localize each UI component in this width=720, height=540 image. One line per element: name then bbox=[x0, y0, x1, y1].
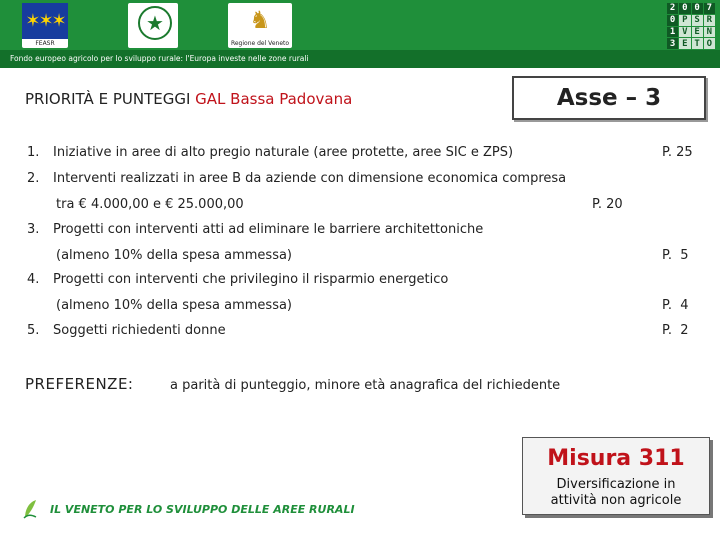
asse-box: Asse – 3 bbox=[512, 76, 706, 120]
criterion-text-continuation: (almeno 10% della spesa ammessa) bbox=[56, 298, 293, 313]
page-title bbox=[25, 90, 352, 108]
psr-cell: V bbox=[679, 27, 690, 38]
veneto-logo-caption: Regione del Veneto bbox=[230, 40, 290, 47]
title-gal: GAL Bassa Padovana bbox=[195, 90, 353, 108]
criterion-text-continuation: (almeno 10% della spesa ammessa) bbox=[56, 248, 293, 263]
criterion-points: P. 25 bbox=[662, 145, 693, 160]
psr-cell: E bbox=[692, 27, 703, 38]
preferenze-text: a parità di punteggio, minore età anagrafica del richiedente bbox=[170, 378, 561, 393]
criterion-text: Progetti con interventi che privilegino il risparmio energetico bbox=[53, 272, 449, 287]
psr-cell: N bbox=[704, 27, 715, 38]
psr-cell: 0 bbox=[692, 3, 703, 14]
criterion-number: 2. bbox=[27, 171, 40, 186]
psr-cell: 0 bbox=[679, 3, 690, 14]
star-emblem-icon: ★ bbox=[138, 6, 172, 40]
criterion-points: P. 2 bbox=[662, 323, 689, 338]
criterion-text: Progetti con interventi atti ad eliminare le barriere architettoniche bbox=[53, 222, 484, 237]
misura-title: Misura 311 bbox=[547, 446, 685, 471]
criterion-text: Iniziative in aree di alto pregio naturale (aree protette, aree SIC e ZPS) bbox=[53, 145, 514, 160]
eu-stars-icon: ✶✶✶ bbox=[22, 3, 68, 39]
psr-cell: P bbox=[679, 15, 690, 26]
misura-line-2: attività non agricole bbox=[550, 493, 682, 508]
veneto-leaf-icon bbox=[22, 498, 38, 520]
regione-veneto-logo bbox=[228, 3, 292, 48]
criterion-text: Soggetti richiedenti donne bbox=[53, 323, 226, 338]
psr-cell: T bbox=[692, 38, 703, 49]
criterion-number: 5. bbox=[27, 323, 40, 338]
misura-subtitle bbox=[523, 477, 709, 509]
misura-line-1: Diversificazione in bbox=[556, 477, 676, 492]
psr-2007-2013-logo bbox=[667, 3, 715, 49]
criterion-number: 3. bbox=[27, 222, 40, 237]
psr-cell: 7 bbox=[704, 3, 715, 14]
lion-icon: ♞ bbox=[249, 6, 271, 34]
criterion-text-continuation: tra € 4.000,00 e € 25.000,00 bbox=[56, 197, 244, 212]
criterion-number: 4. bbox=[27, 272, 40, 287]
psr-cell: O bbox=[704, 38, 715, 49]
eu-flag-logo bbox=[22, 3, 68, 48]
psr-cell: R bbox=[704, 15, 715, 26]
preferenze-label: PREFERENZE: bbox=[25, 375, 134, 393]
criterion-points: P. 4 bbox=[662, 298, 689, 313]
criterion-points: P. 20 bbox=[592, 197, 623, 212]
psr-cell: E bbox=[679, 38, 690, 49]
fund-tagline: Fondo europeo agricolo per lo sviluppo rurale: l'Europa investe nelle zone rurali bbox=[10, 54, 309, 63]
title-prefix: PRIORITÀ E PUNTEGGI bbox=[25, 90, 196, 108]
psr-cell: 2 bbox=[667, 3, 678, 14]
criterion-number: 1. bbox=[27, 145, 40, 160]
criterion-points: P. 5 bbox=[662, 248, 689, 263]
psr-cell: 3 bbox=[667, 38, 678, 49]
criterion-text: Interventi realizzati in aree B da aziende con dimensione economica compresa bbox=[53, 171, 567, 186]
footer-slogan: IL VENETO PER LO SVILUPPO DELLE AREE RURALI bbox=[50, 503, 355, 516]
psr-cell: 1 bbox=[667, 27, 678, 38]
psr-cell: S bbox=[692, 15, 703, 26]
italian-emblem-logo bbox=[128, 3, 178, 48]
psr-cell: 0 bbox=[667, 15, 678, 26]
misura-box bbox=[522, 437, 710, 515]
eu-logo-caption: FEASR bbox=[35, 40, 55, 47]
